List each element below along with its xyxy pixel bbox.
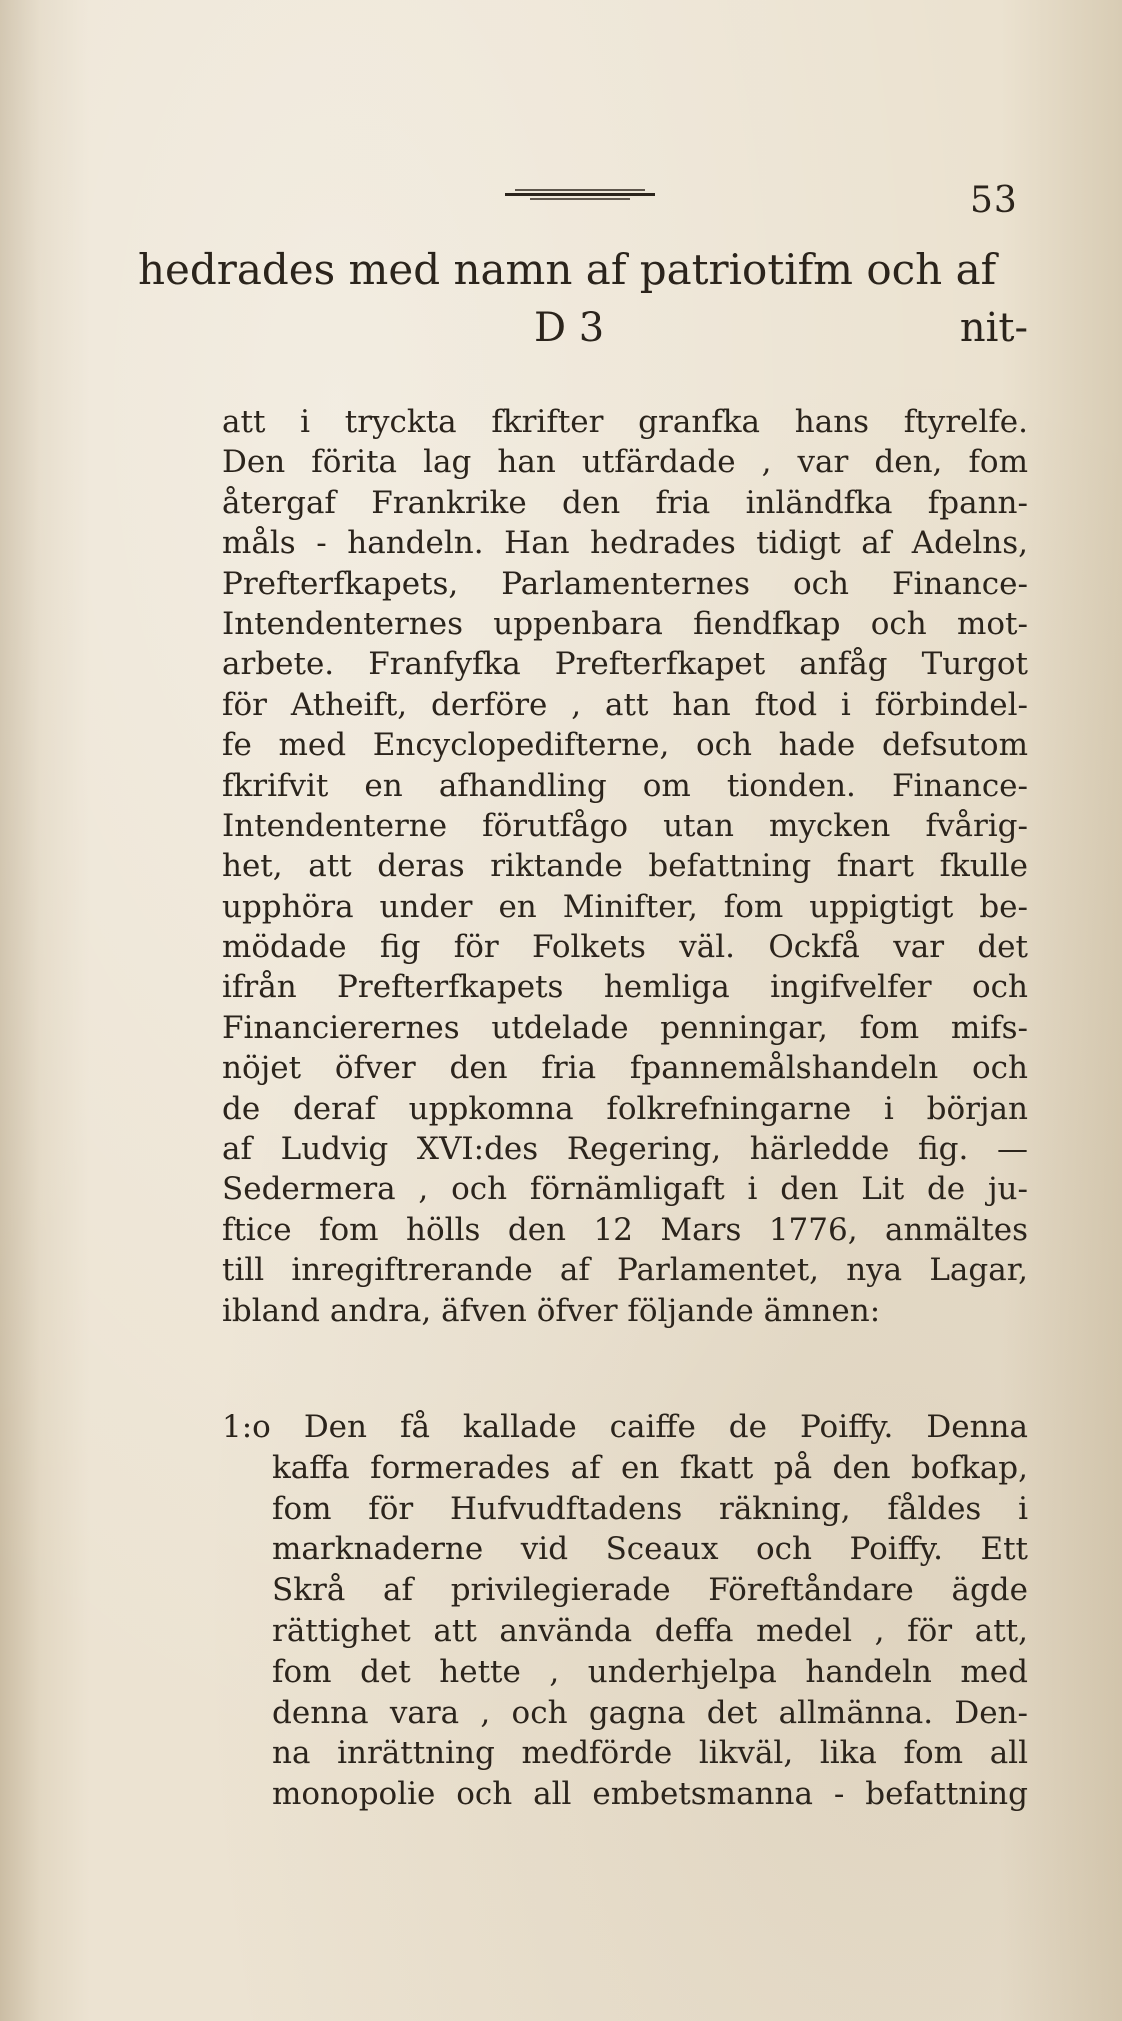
heading-line: hedrades med namn af patriotifm och af — [138, 245, 997, 294]
text-line: Sedermera , och förnämligaft i den Lit de ju- — [222, 1171, 1028, 1208]
text-line: för Atheift, derföre , att han ftod i förbindel- — [222, 686, 1028, 723]
item-number: 1:o — [222, 1409, 271, 1445]
signature-mark: D 3 — [534, 305, 605, 351]
text-line: Intendenterne förutfågo utan mycken fvårig- — [222, 807, 1028, 844]
item-text-line: monopolie och all embetsmanna - befattning — [272, 1776, 1028, 1813]
item-text-line: fom för Hufvudftadens räkning, fåldes i — [272, 1490, 1028, 1527]
text-line: Prefterfkapets, Parlamenternes och Finance- — [222, 565, 1028, 602]
text-line: ibland andra, äfven öfver följande ämnen: — [222, 1292, 881, 1329]
item-text-line: marknaderne vid Sceaux och Poiffy. Ett — [272, 1531, 1028, 1568]
main-paragraph — [222, 402, 1028, 1331]
text-line: måls - handeln. Han hedrades tidigt af Adelns, — [222, 525, 1028, 562]
text-line: fe med Encyclopedifterne, och hade defsutom — [222, 727, 1028, 764]
text-line: arbete. Franfyfka Prefterfkapet anfåg Turgot — [222, 646, 1028, 683]
text-line: ifrån Prefterfkapets hemliga ingifvelfer och — [222, 969, 1028, 1006]
text-line: upphöra under en Minifter, fom uppigtigt be- — [222, 888, 1028, 925]
text-line: Financierernes utdelade penningar, fom mifs- — [222, 1009, 1028, 1046]
text-line: återgaf Frankrike den fria inländfka fpann- — [222, 484, 1028, 521]
text-line: het, att deras riktande befattning fnart fkulle — [222, 848, 1028, 885]
item-text-line: na inrättning medförde likväl, lika fom all — [272, 1735, 1028, 1772]
text-line: nöjet öfver den fria fpannemålshandeln och — [222, 1050, 1028, 1087]
text-line: till inregiftrerande af Parlamentet, nya Lagar, — [222, 1252, 1028, 1289]
item-text-line: fom det hette , underhjelpa handeln med — [272, 1653, 1028, 1690]
page-number: 53 — [970, 180, 1018, 221]
text-line: Den förita lag han utfärdade , var den, fom — [222, 444, 1028, 481]
numbered-item-1 — [222, 1407, 1028, 1815]
text-line: Intendenternes uppenbara fiendfkap och mot- — [222, 605, 1028, 642]
item-text-line: kaffa formerades af en fkatt på den bofkap, — [272, 1449, 1028, 1486]
text-line: ftice fom hölls den 12 Mars 1776, anmältes — [222, 1211, 1028, 1248]
text-line: af Ludvig XVI:des Regering, härledde fig. — — [222, 1131, 1028, 1168]
item-text-line: Skrå af privilegierade Föreftåndare ägde — [272, 1572, 1028, 1609]
text-line: de deraf uppkomna folkrefningarne i början — [222, 1090, 1028, 1127]
catchword: nit- — [959, 305, 1028, 351]
text-line: fkrifvit en afhandling om tionden. Finance- — [222, 767, 1028, 804]
item-text-line: rättighet att använda deffa medel , för att, — [272, 1612, 1028, 1649]
text-line: att i tryckta fkrifter granfka hans ftyrelfe. — [222, 404, 1028, 440]
signature-line — [138, 305, 1028, 355]
item-text-line: denna vara , och gagna det allmänna. Den- — [272, 1694, 1028, 1731]
item-first-line — [222, 1407, 1028, 1448]
header-rule-ornament — [505, 188, 655, 204]
text-line: mödade fig för Folkets väl. Ockfå var det — [222, 929, 1028, 966]
item-text-line: Den få kallade caiffe de Poiffy. Denna — [303, 1409, 1028, 1445]
